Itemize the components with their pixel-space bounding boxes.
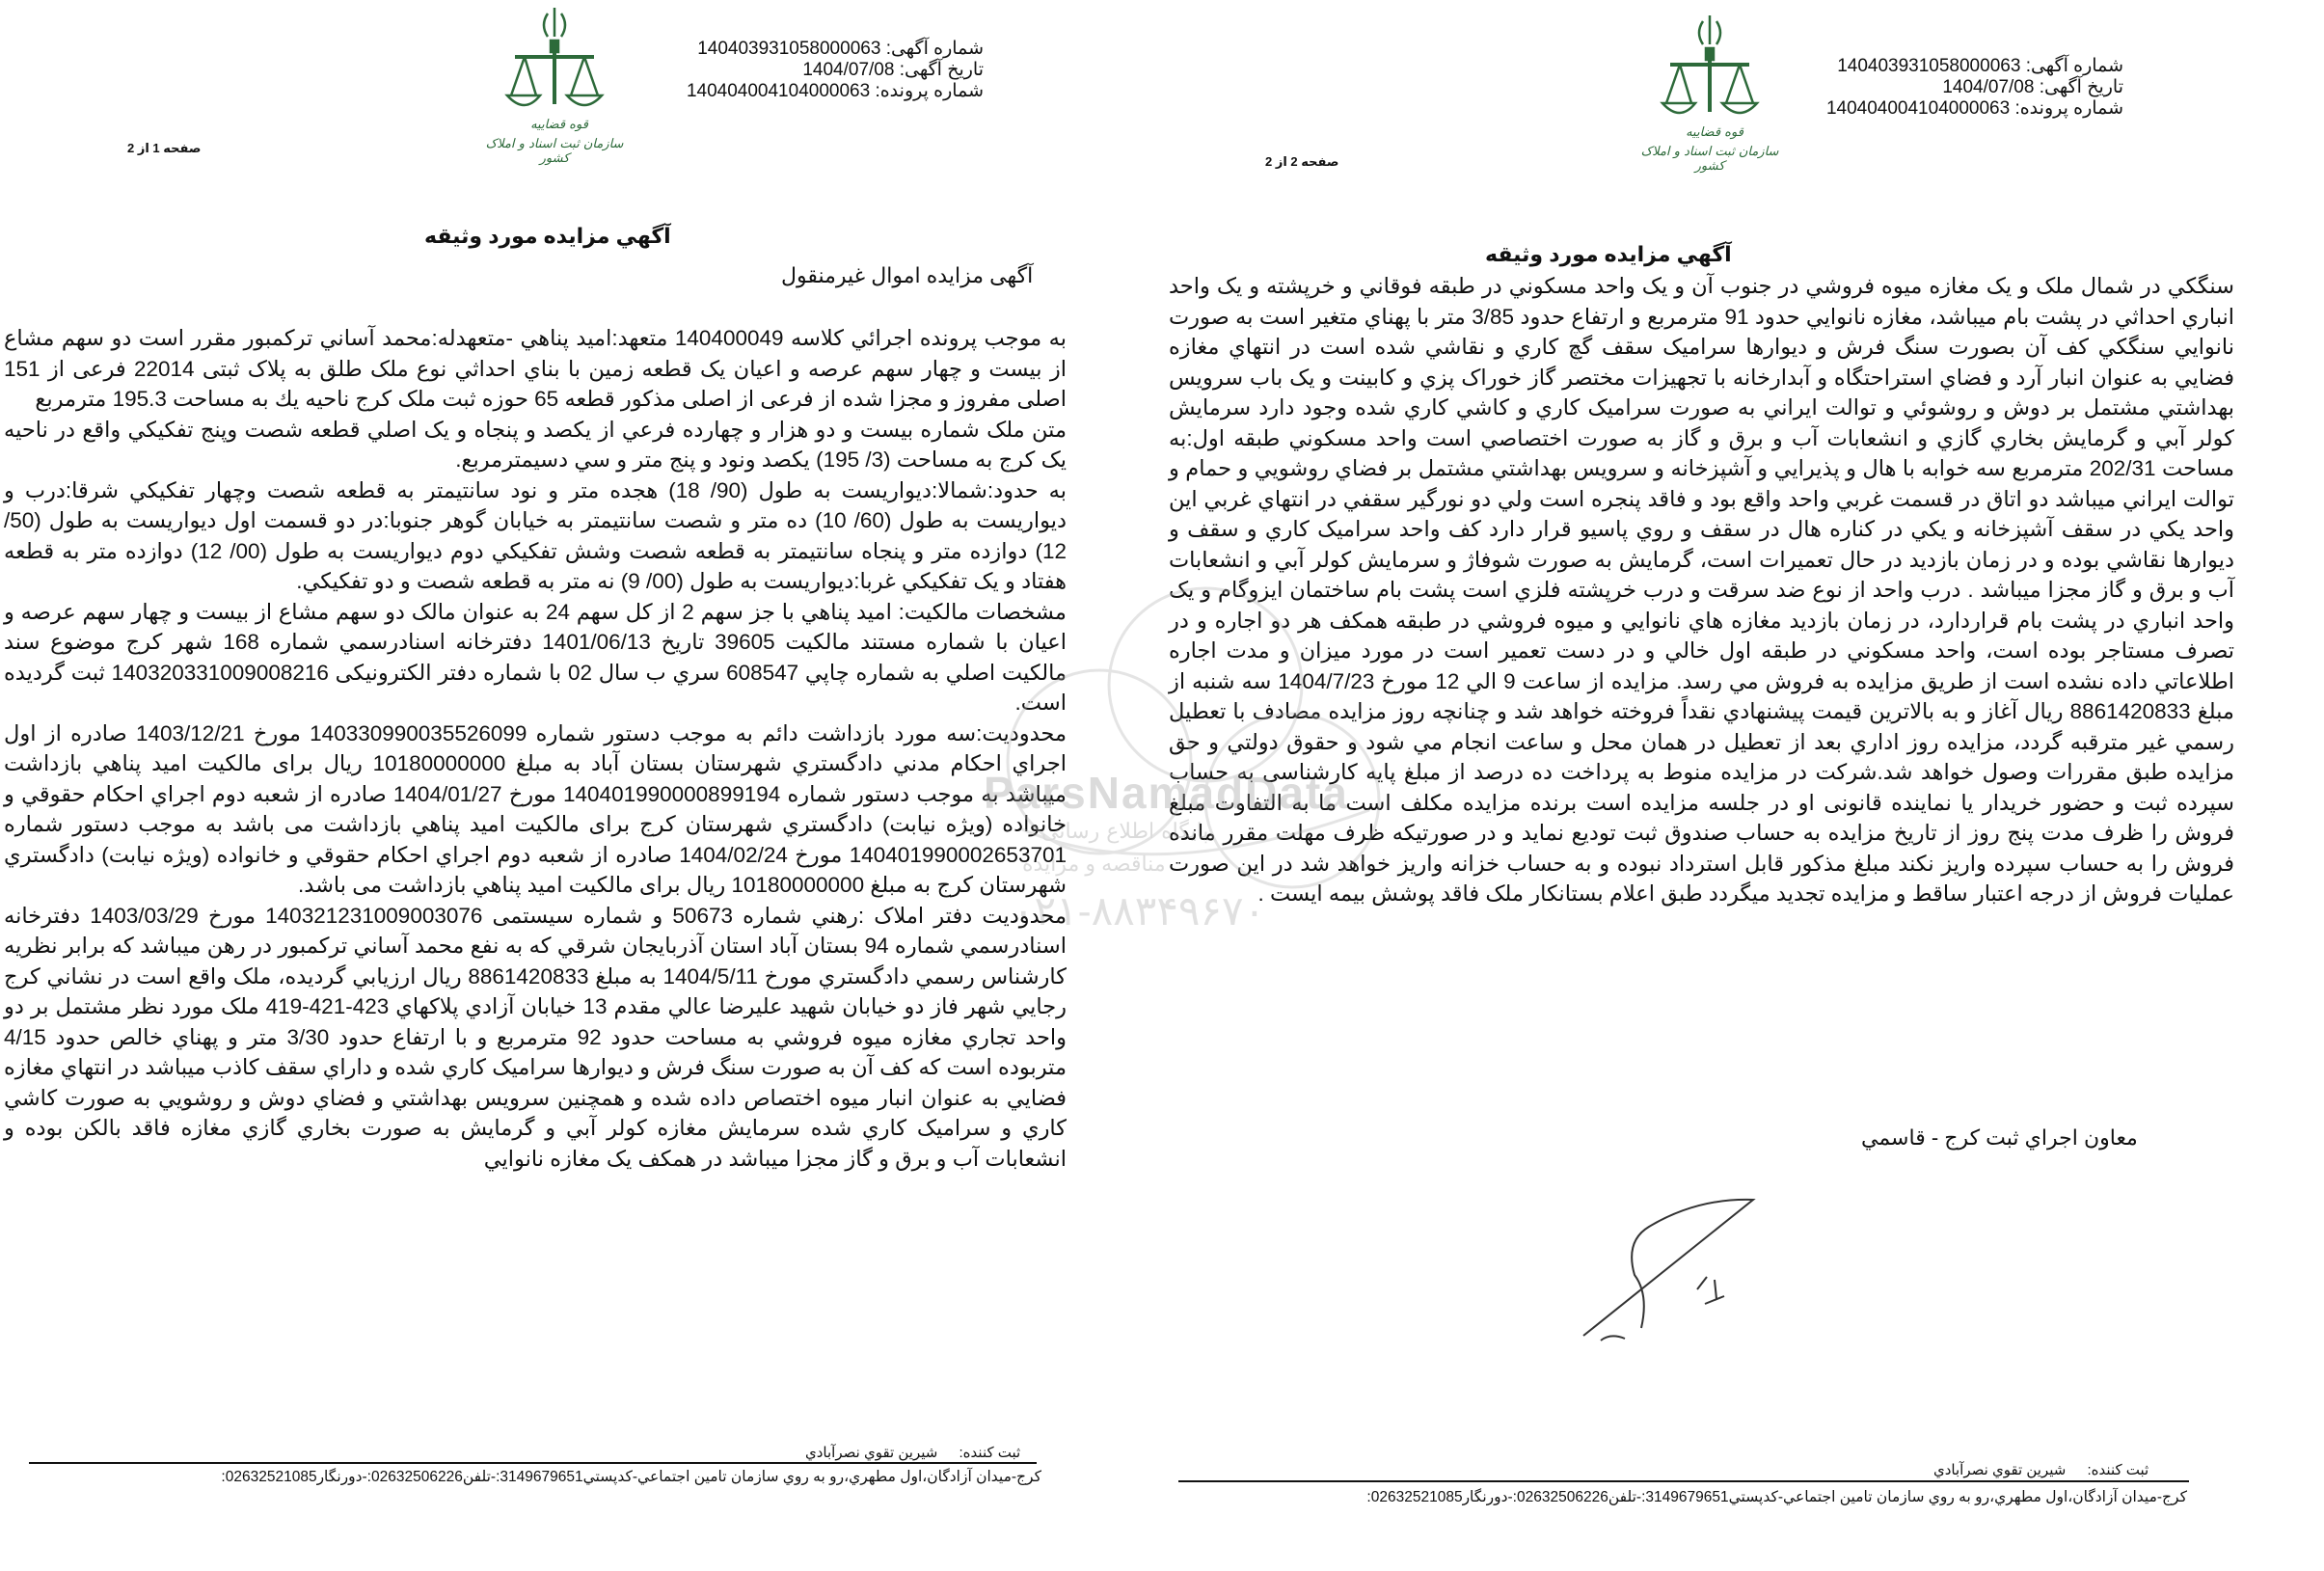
org-name-judiciary: قوه قضاییه [1686,125,1743,140]
case-number: 140404004104000063 [686,81,871,101]
footer-address: کرج-ميدان آزادگان،اول مطهري،رو به روي سازمان تامين اجتماعي-کدپستي3149679651:-تلفن02632506226:-دورنگار02632521085: [221,1469,1041,1485]
ad-number-row: شماره آگهی: 14040393105800006‍3 [1837,56,2123,76]
paragraph-restrictions: محدوديت:سه مورد بازداشت دائم به موجب دستور شماره 140330990035526099 مورخ 1403/12/21 صادره از اول اجراي احکام مدني دادگستري شهرستان بستان آباد به مبلغ 10180000000 ريال برای مالکيت اميد پناهي بازداشت ميباشد به موجب دستور شماره 140401990000899194 مورخ 1404/01/27 صادره از شعبه دوم اجراي احکام حقوقي و خانواده (ويژه نيابت) دادگستري شهرستان کرج برای مالکيت اميد پناهي بازداشت می باشد به موجب دستور شماره 140401990002653701 مورخ 1404/02/24 صادره از شعبه دوم اجراي احکام حقوقي و خانواده (ويژه نيابت) دادگستري شهرستان کرج به مبلغ 10180000000 ريال برای مالکيت اميد پناهي بازداشت می باشد. [4,720,1067,897]
notice-title: آگهي مزايده مورد وثيقه [424,224,671,248]
watermark-tagline-2: مناقصه و مزایده [1022,852,1166,876]
notice-metadata [665,39,984,102]
page-number: صفحه 2 از 2 [1265,154,1339,169]
footer-divider [29,1462,1037,1464]
ad-date: 1404/07/08 [802,60,895,80]
paragraph-continuation: سنگکي در شمال ملک و يک مغازه ميوه فروشي در جنوب آن و يک واحد مسکوني در طبقه فوقاني و خرپشته و يک واحد انباري احداثي در پشت بام ميباشد، مغازه نانوايي حدود 91 مترمربع و ارتفاع حدود 3/85 متر با پهناي متغير است به صورت نانوايي سنگکي کف آن بصورت سنگ فرش و ديوارها سراميک سقف گچ کاري و نقاشي شده است در انتهاي مغازه فضايي به عنوان انبار آرد و فضاي استراحتگاه و آبدارخانه با تجهيزات مختصر گاز خوراک پزي و کابينت و يک باب سرويس بهداشتي مشتمل بر دوش و روشوئي و توالت ايراني به صورت سراميک کاري و کاشي کاري شده وجود دارد سرمايش کولر آبي و گرمايش بخاري گازي و انشعابات آب و برق و گاز به صورت اختصاصي است واحد مسکوني طبقه اول:به مساحت 202/31 مترمربع سه خوابه با هال و پذيرايي و آشپزخانه و سرويس بهداشتي مشتمل بر فضاي روشويي و حمام و توالت ايراني ميباشد دو اتاق در قسمت غربي واحد واقع بود و فاقد پنجره است ولي دو نورگير سقفي در انتهاي غربي اين واحد يکي در سقف آشپزخانه و يکي در کناره هال در سقف و روي پاسيو قرار دارد کف واحد سراميک کاري و سقف و ديوارها نقاشي بوده و در زمان بازديد در حال تعميرات است، گرمايش به صورت شوفاژ و سرمايش کولر آبي و انشعابات آب و برق و گاز مجزا ميباشد . درب واحد از نوع ضد سرقت و درب خرپشته فلزي است پشت بام ساختمان ايزوگام و يک واحد انباري در پشت بام قراردارد، در زمان بازديد مغازه هاي نانوايي و ميوه فروشي در طبقه همکف هر دو اجاره و در تصرف مستاجر بوده است، واحد مسکوني در طبقه اول خالي و در دست تعمير است در مورد ميزان و مدت اجاره اطلاعاتي داده نشده است از طريق مزايده به فروش مي رسد. مزايده از ساعت 9 الي 12 مورخ 1404/7/23 سه شنبه از مبلغ 8861420833 ريال آغاز و به بالاترين قيمت پيشنهادي نقداً فروخته خواهد شد و چنانچه روز مزايده مصادف با تعطيل رسمي غير مترقبه گردد، مزايده روز اداري بعد از تعطيل در همان محل و ساعت انجام مي شود و حقوق دولتي و حق مزايده طبق مقررات وصول خواهد شد.شرکت در مزايده منوط به پرداخت ده درصد از مبلغ پايه کارشناسی به حساب سپرده ثبت و حضور خريدار يا نماينده قانونی او در جلسه مزايده است برنده مزايده مکلف است ما به التفاوت مبلغ فروش را ظرف مدت پنج روز از تاريخ مزايده به حساب صندوق ثبت توديع نمايد و در صورتيكه ظرف مهلت مقرر مانده فروش را به حساب سپرده واريز نكند مبلغ مذكور قابل استرداد نبوده و به حساب خزانه واريز خواهد شد در اين صورت عمليات فروش از درجه اعتبار ساقط و مزايده تجديد ميگردد طبق اعلام بستانكار ملک فاقد پوشش بيمه ايست . [1169,274,2235,906]
judiciary-logo [485,4,624,168]
ad-number: 14040393105800006‍3 [697,39,881,59]
ad-date: 1404/07/08 [1942,77,2035,97]
notice-body [1169,271,2234,909]
registrar-label: ثبت كننده: [959,1445,1021,1461]
footer-address: کرج-ميدان آزادگان،اول مطهري،رو به روي سازمان تامين اجتماعي-کدپستي3149679651:-تلفن02632506226:-دورنگار02632521085: [1366,1489,2187,1505]
case-number-row: شماره پرونده: 140404004104000063 [686,81,984,101]
footer-divider [1178,1480,2189,1482]
watermark-brand: ParsNamadData [984,768,1349,818]
paragraph-mortgage-description: محدوديت دفتر املاک :رهني شماره 50673 و شماره سيستمی 140321231009003076 مورخ 1403/03/29 دفترخانه اسنادرسمي شماره 94 بستان آباد استان آذربايجان شرقي که به نفع محمد آساني ترکمبور در رهن ميباشد که برابر نظريه کارشناس رسمي دادگستري مورخ 1404/5/11 به مبلغ 8861420833 ريال ارزيابي گرديده، ملک واقع است در نشاني کرج رجايي شهر فاز دو خيابان شهيد عليرضا عالي مقدم 13 خيابان آزادي پلاکهاي 423-421-419 ملک مورد نظر مشتمل بر دو واحد تجاري مغازه ميوه فروشي به مساحت حدود 92 مترمربع و با ارتفاع حدود 3/30 متر و پهناي خالص حدود 4/15 متربوده است که کف آن به صورت سنگ فرش و ديوارها سراميک کاري شده و داراي سقف کاذب ميباشد در انتهاي مغازه فضايي به عنوان انبار ميوه اختصاص داده شده و همچنين سرويس بهداشتي و فضاي دوش و روشويي به صورت کاشي کاري و سراميک کاري شده سرمايش مغازه کولر آبي و گرمايش به صورت بخاري گازي مغازه فاقد بالکن بوده و انشعابات آب و برق و گاز مجزا ميباشد در همکف يک مغازه نانوايي [4,903,1067,1171]
org-name-registration: سازمان ثبت اسناد و املاک کشور [1640,145,1779,174]
notice-title: آگهي مزايده مورد وثيقه [1485,242,1732,266]
ad-date-row: تاریخ آگهی: 1404/07/08 [1942,77,2123,97]
watermark-phone: ۰۲۱-۸۸۳۴۹۶۷۰ [1013,888,1266,934]
registrar-name: شيرين تقوي نصرآبادي [1933,1462,2067,1478]
registrar [1933,1461,2148,1478]
registrar [805,1444,1020,1461]
judiciary-logo [1640,12,1779,176]
registrar-label: ثبت كننده: [2087,1462,2149,1478]
org-name-judiciary: قوه قضاییه [530,118,588,132]
paragraph-case-intro: به موجب پرونده اجرائي کلاسه 140400049 متعهد:اميد پناهي -متعهدله:محمد آساني ترکمبور مقرر است دو سهم مشاع از بيست و چهار سهم عرصه و اعيان يک قطعه زمين با بناي احداثي نوع ملک طلق به پلاک ثبتی 22014 فرعی از 151 اصلی مفروز و مجزا شده از فرعی از اصلی مذکور قطعه 65 حوزه ثبت ملک کرج ناحيه يك به مساحت 195.3 مترمربع [4,326,1067,411]
scales-of-justice-emblem-icon [501,4,608,129]
paragraph-boundaries: به حدود:شمالا:ديواريست به طول (90/ 18) هجده متر و نود سانتيمتر به قطعه شصت وچهار تفکيکي شرقا:درب و ديواريست به طول (60/ 10) ده متر و شصت سانتيمتر به خيابان گوهر جنوبا:در دو قسمت اول ديواريست به طول (50/ 12) دوازده متر و پنجاه سانتيمتر به قطعه شصت وشش تفکيکي دوم ديواريست به طول (00/ 12) دوازده متر به قطعه هفتاد و يک تفکيکي غربا:ديواريست به طول (00/ 9) نه متر به قطعه شصت و دو تفکيکي. [4,477,1067,593]
signer-title: معاون اجراي ثبت کرج - قاسمي [1861,1125,2138,1150]
case-number: 140404004104000063 [1825,98,2011,119]
ad-number-row: شماره آگهی: 14040393105800006‍3 [697,39,984,59]
handwritten-signature-icon [1581,1188,1765,1342]
page-number: صفحه 1 از 2 [127,141,202,155]
ad-number: 14040393105800006‍3 [1837,56,2021,76]
registrar-name: شيرين تقوي نصرآبادي [805,1445,938,1461]
notice-metadata [1803,56,2123,120]
paragraph-ownership: مشخصات مالکيت: اميد پناهي با جز سهم 2 از کل سهم 24 به عنوان مالک دو سهم مشاع از بيست و چهار سهم عرصه و اعيان با شماره مستند مالکيت 39605 تاريخ 1401/06/13 دفترخانه اسنادرسمي شماره 168 شهر کرج موضوع سند مالکيت اصلي به شماره چاپي 608547 سري ب سال 02 با شماره دفتر الكترونيكی 140320331009008216 ثبت گرديده است. [4,599,1067,715]
case-number-row: شماره پرونده: 140404004104000063 [1825,98,2123,119]
watermark-tagline-1: پایگاه اطلاع رسانی [1041,820,1209,844]
paragraph-property-text: متن ملک شماره بيست و دو هزار و چهارده فرعي از يکصد و پنجاه و يک اصلي قطعه شصت وپنج تفکيکي واقع در ناحيه يک کرج به مساحت (3/ 195) يکصد ونود و پنج متر و سي دسيمترمربع. [4,417,1067,472]
org-name-registration: سازمان ثبت اسناد و املاک کشور [485,137,624,166]
notice-body [4,323,1067,1174]
notice-subtitle: آگهی مزایده اموال غیرمنقول [781,263,1034,287]
ad-date-row: تاریخ آگهی: 1404/07/08 [802,60,984,80]
scales-of-justice-emblem-icon [1657,12,1763,137]
